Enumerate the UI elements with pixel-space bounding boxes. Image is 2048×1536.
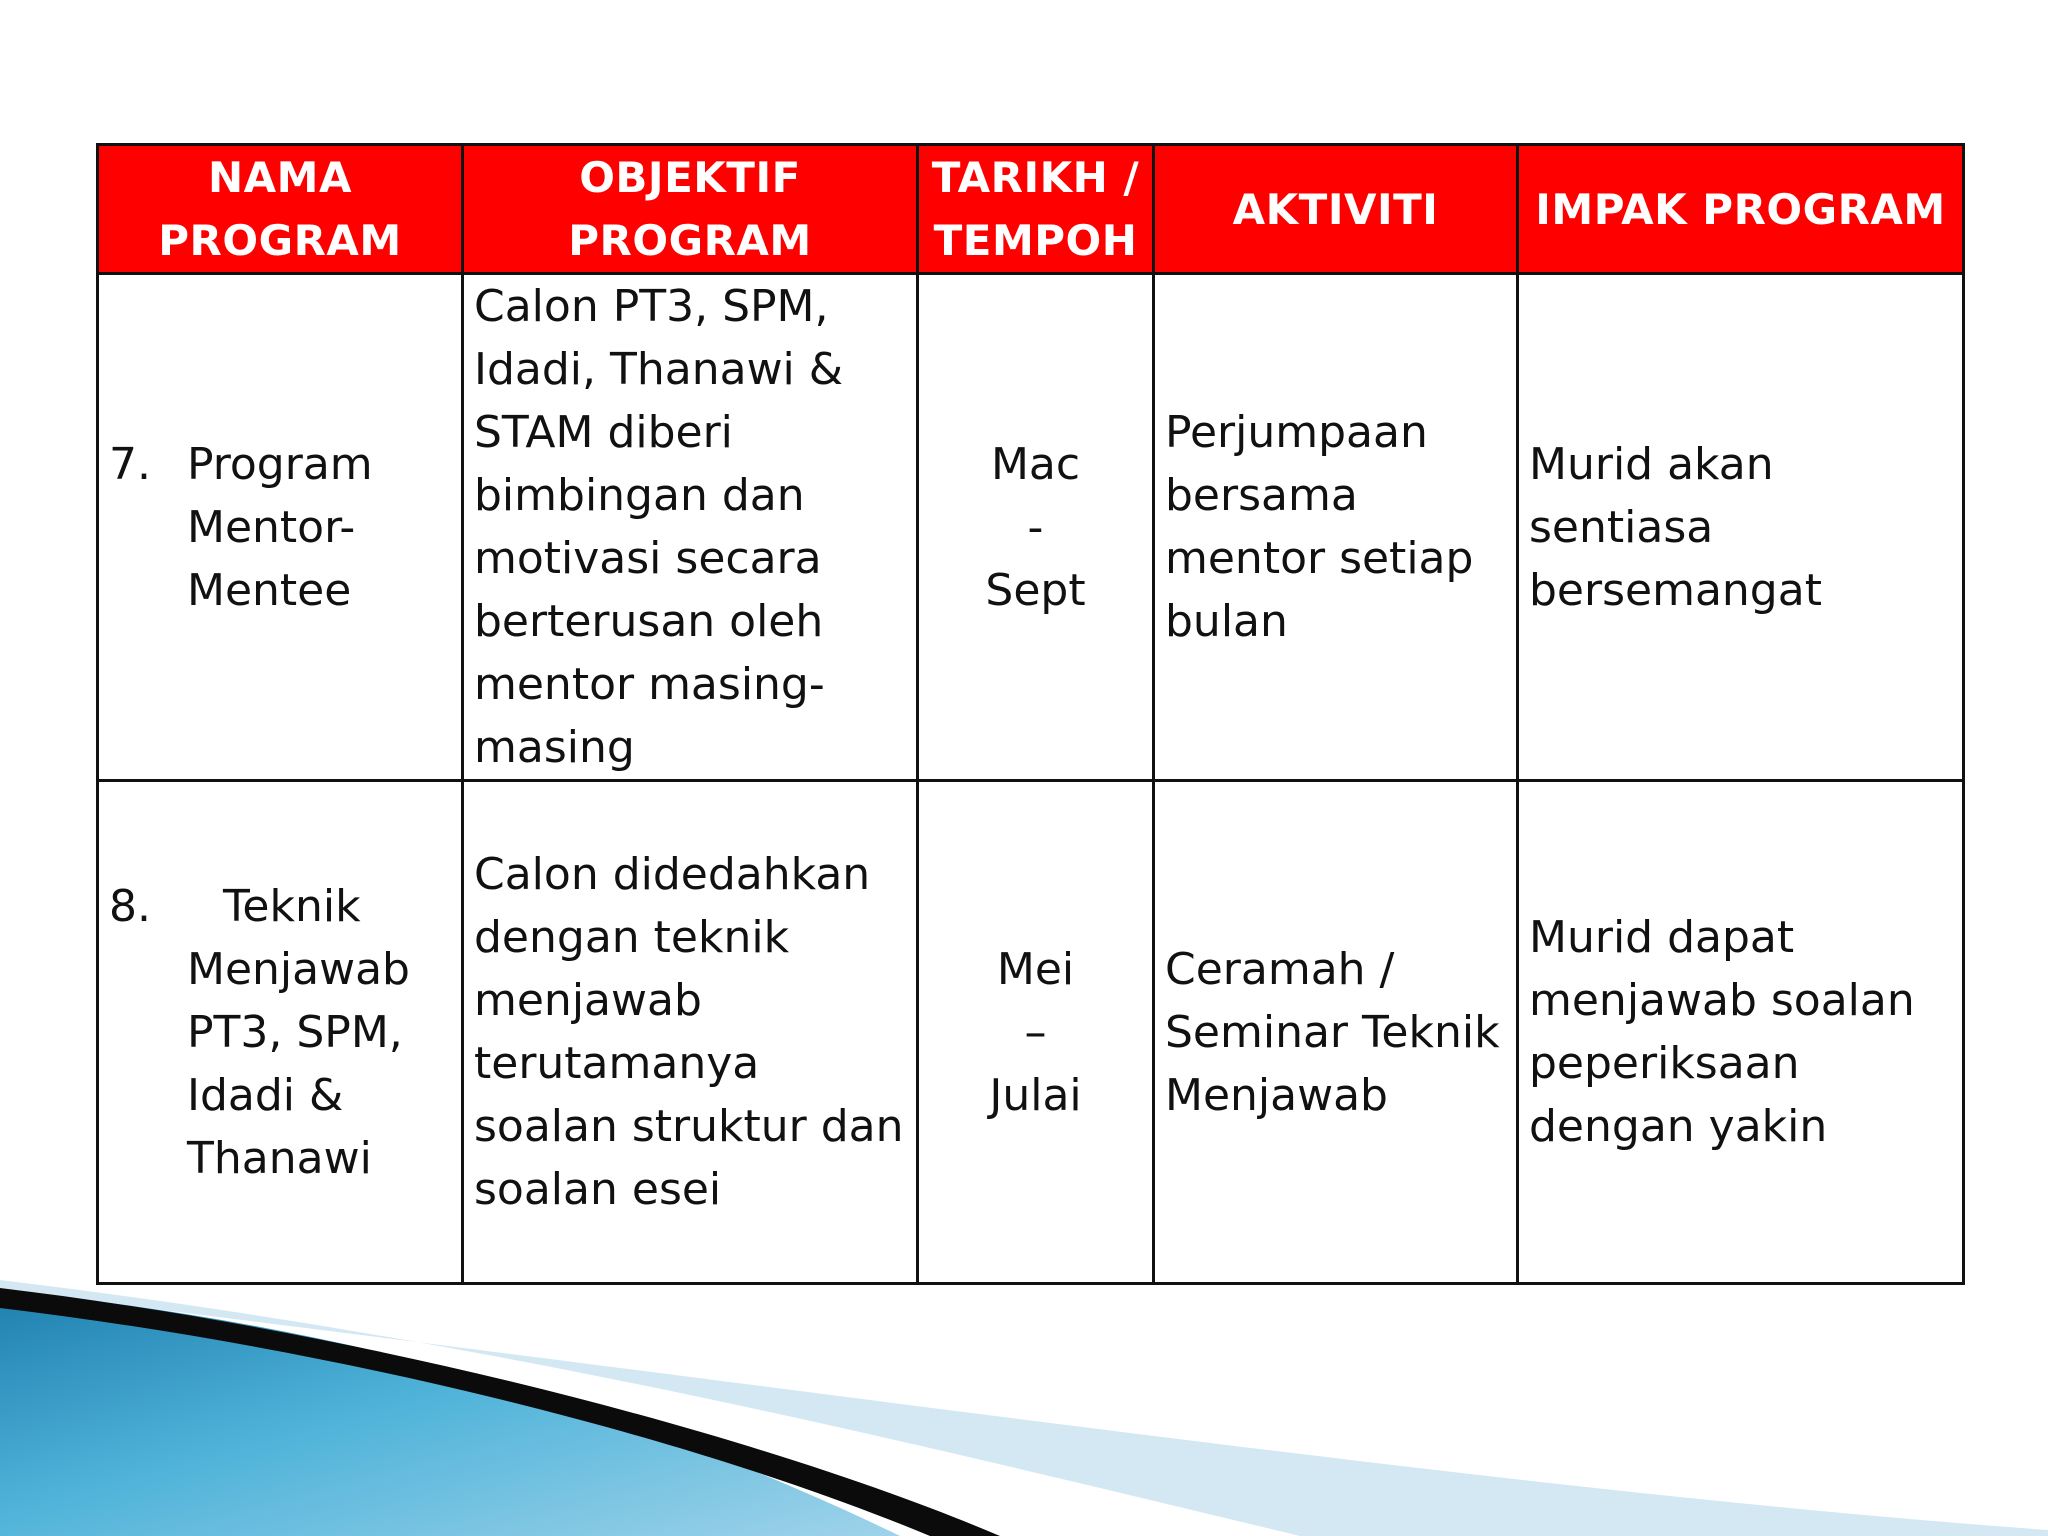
cell-line: Mentor- — [187, 501, 356, 553]
cell-objektif — [463, 274, 918, 781]
cell-line: motivasi secara — [474, 533, 822, 584]
row-number: 7. — [109, 438, 151, 490]
cell-line: Calon PT3, SPM, — [474, 281, 829, 332]
cell-line: Murid akan — [1529, 438, 1774, 490]
cell-nama — [98, 781, 463, 1284]
wave-blue-band — [0, 1290, 900, 1536]
cell-line: bersama — [1165, 470, 1358, 521]
cell-objektif — [463, 781, 918, 1284]
cell-line: dengan teknik — [474, 912, 790, 963]
header-nama-program — [98, 145, 463, 274]
header-tarikh-tempoh — [918, 145, 1154, 274]
cell-tarikh — [918, 781, 1154, 1284]
cell-line: peperiksaan — [1529, 1038, 1800, 1089]
header-text: TEMPOH — [933, 216, 1138, 265]
cell-line: Program — [187, 438, 373, 490]
cell-line: Thanawi — [187, 1132, 372, 1184]
cell-line: Sept — [985, 564, 1086, 616]
cell-line: Mei — [996, 943, 1075, 995]
cell-line: STAM diberi — [474, 407, 733, 458]
cell-line: Menjawab — [187, 943, 410, 995]
decorative-wave — [0, 1280, 2048, 1536]
table-row — [98, 274, 1964, 781]
header-text: AKTIVITI — [1232, 184, 1439, 234]
cell-line: dengan yakin — [1529, 1101, 1828, 1152]
cell-line: Idadi & — [187, 1069, 344, 1121]
header-text: PROGRAM — [568, 216, 812, 265]
cell-line: menjawab — [474, 975, 702, 1026]
header-row — [98, 145, 1964, 274]
row-number: 8. — [109, 880, 151, 932]
cell-line: Mac — [990, 438, 1081, 490]
cell-nama — [98, 274, 463, 781]
cell-line: Menjawab — [1165, 1069, 1388, 1121]
cell-line: Calon didedahkan — [474, 849, 871, 900]
header-text: IMPAK PROGRAM — [1535, 184, 1946, 234]
cell-line: bulan — [1165, 596, 1288, 647]
cell-line: - — [1027, 501, 1044, 553]
cell-line: – — [1024, 1006, 1047, 1058]
cell-line: masing — [474, 722, 635, 773]
header-aktiviti — [1154, 145, 1518, 274]
cell-line: terutamanya — [474, 1038, 760, 1089]
cell-line: Idadi, Thanawi & — [474, 344, 844, 395]
cell-line: Ceramah / — [1165, 943, 1395, 995]
header-text: OBJEKTIF — [579, 153, 801, 202]
header-objektif-program — [463, 145, 918, 274]
cell-line: Julai — [989, 1069, 1082, 1121]
cell-impak — [1518, 781, 1964, 1284]
header-text: NAMA — [208, 153, 352, 202]
cell-line: bimbingan dan — [474, 470, 805, 521]
cell-line: Seminar Teknik — [1165, 1006, 1500, 1058]
header-text: TARIKH / — [931, 153, 1140, 202]
header-impak-program — [1518, 145, 1964, 274]
header-text: PROGRAM — [158, 216, 402, 265]
cell-tarikh — [918, 274, 1154, 781]
cell-line: soalan esei — [474, 1164, 722, 1215]
cell-line: PT3, SPM, — [187, 1006, 403, 1058]
cell-line: soalan struktur dan — [474, 1101, 904, 1152]
cell-line: berterusan oleh — [474, 596, 824, 647]
cell-line: Teknik — [223, 880, 361, 932]
cell-line: menjawab soalan — [1529, 975, 1915, 1026]
cell-line: Mentee — [187, 564, 352, 616]
cell-line: mentor setiap — [1165, 533, 1474, 584]
table-row — [98, 781, 1964, 1284]
program-table — [96, 143, 1965, 1285]
cell-line: bersemangat — [1529, 564, 1822, 616]
cell-aktiviti — [1154, 274, 1518, 781]
cell-line: Perjumpaan — [1165, 407, 1428, 458]
cell-impak — [1518, 274, 1964, 781]
cell-line: sentiasa — [1529, 501, 1714, 553]
cell-aktiviti — [1154, 781, 1518, 1284]
cell-line: Murid dapat — [1529, 912, 1795, 963]
cell-line: mentor masing- — [474, 659, 825, 710]
